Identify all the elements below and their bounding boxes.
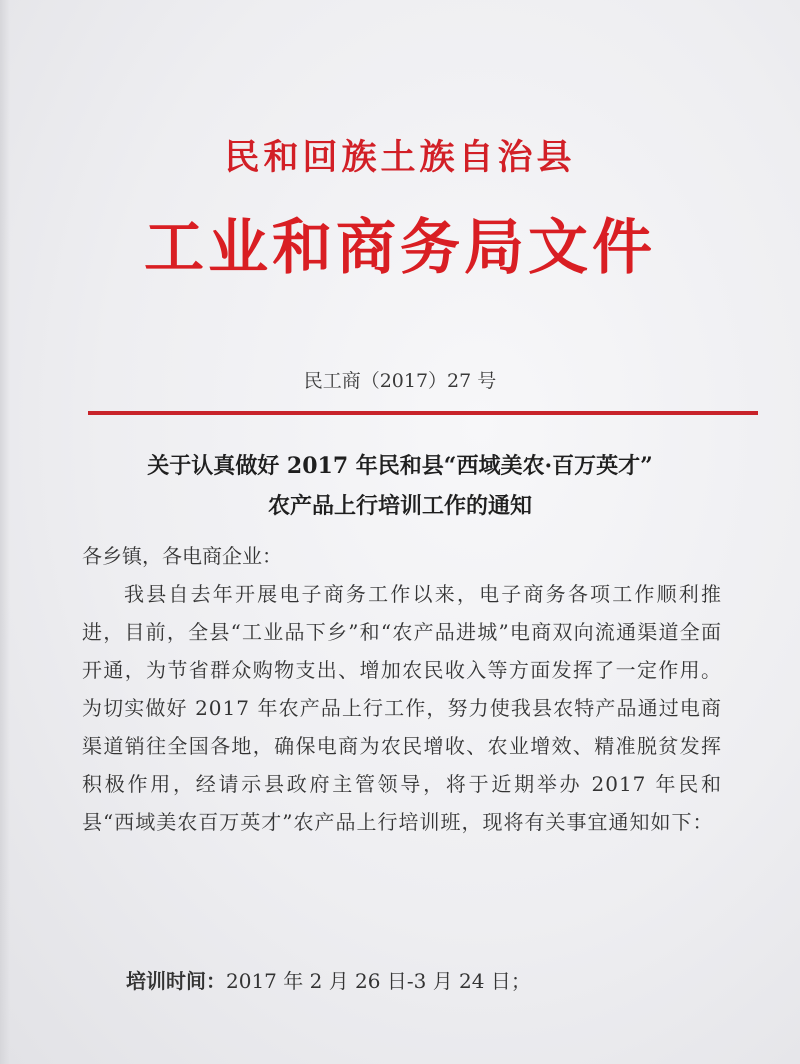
notice-title-line-1: 关于认真做好 2017 年民和县“西域美农·百万英才”	[147, 453, 653, 479]
salutation: 各乡镇，各电商企业：	[82, 544, 282, 568]
training-time-label: 培训时间：	[126, 969, 226, 993]
document-number: 民工商（2017）27 号	[303, 370, 497, 392]
training-time	[126, 962, 531, 1000]
document-header-title: 工业和商务局文件	[144, 213, 656, 283]
issuing-organization: 民和回族土族自治县	[224, 137, 576, 178]
notice-title-line-2: 农产品上行培训工作的通知	[267, 493, 532, 519]
notice-title	[60, 446, 740, 526]
notice-body	[82, 537, 722, 841]
red-divider-line	[88, 411, 758, 415]
body-paragraph: 我县自去年开展电子商务工作以来，电子商务各项工作顺利推进，目前，全县“工业品下乡”和“农产品进城”电商双向流通渠道全面开通，为节省群众购物支出、增加农民收入等方面发挥了一定作用。为切实做好 2017 年农产品上行工作，努力使我县农特产品通过电商渠道销往全国各地，确保电商为农民增收、农业增效、精准脱贫发挥积极作用，经请示县政府主管领导，将于近期举办 2017 年民和县“西域美农百万英才”农产品上行培训班，现将有关事宜通知如下：	[82, 582, 722, 834]
training-time-value: 2017 年 2 月 26 日-3 月 24 日；	[226, 969, 531, 993]
